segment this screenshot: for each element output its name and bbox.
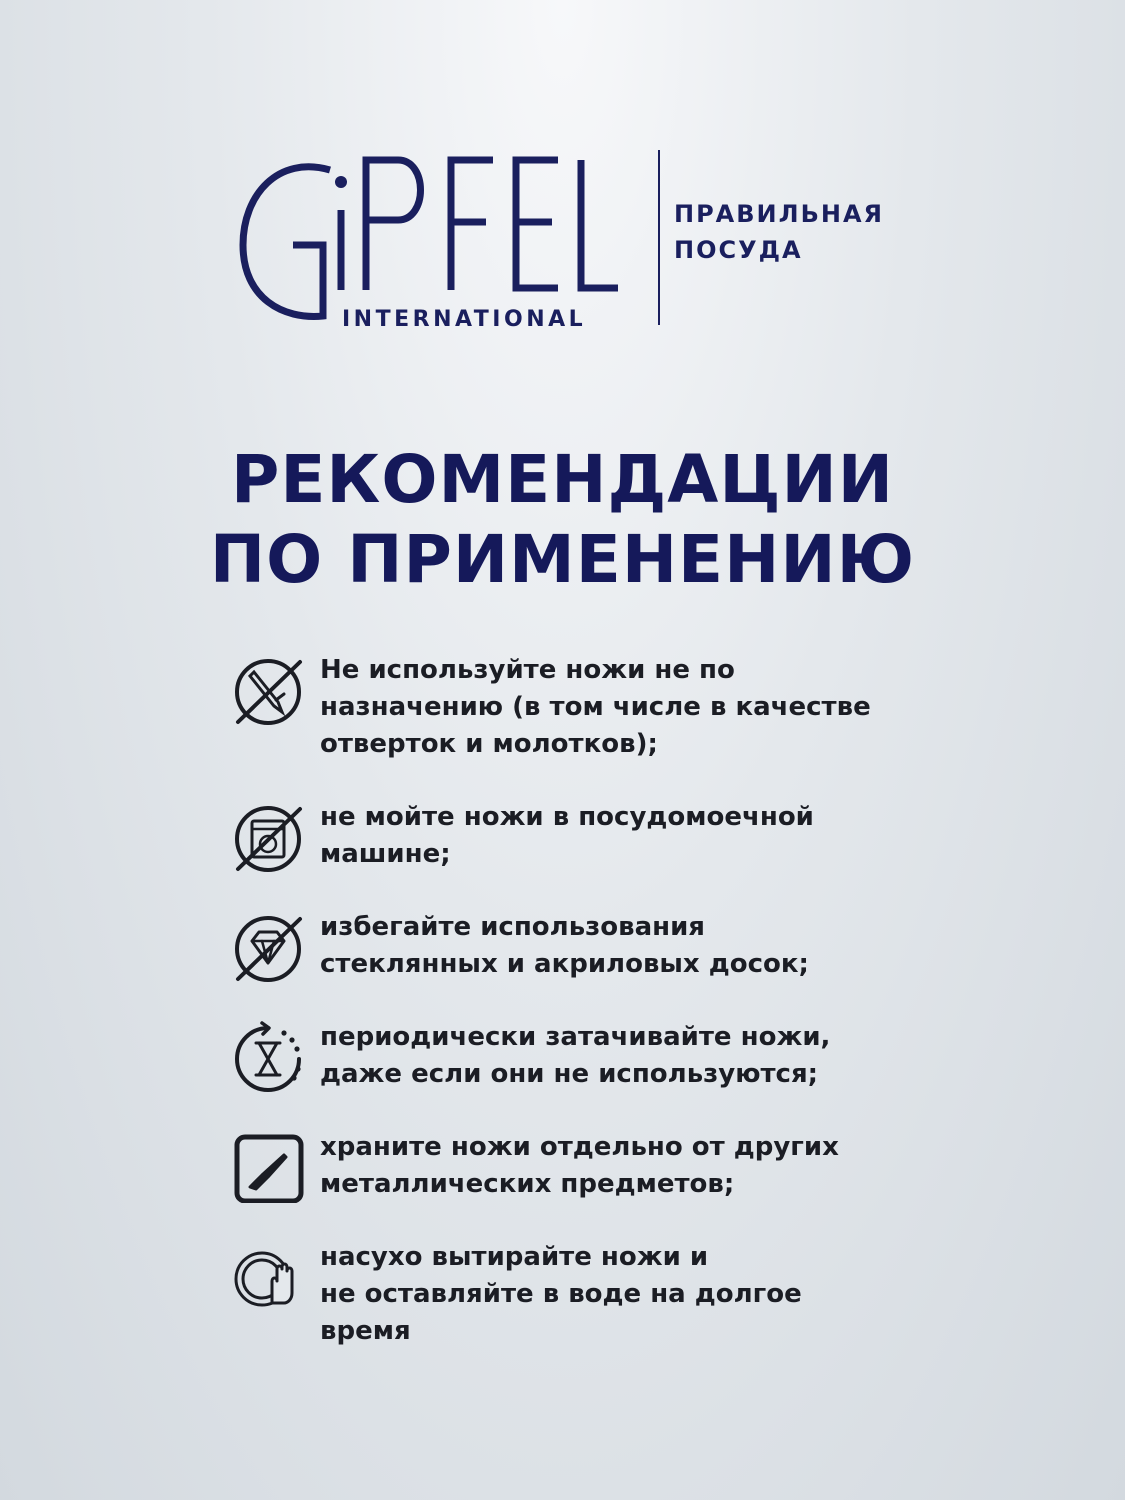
logo-subtitle: INTERNATIONAL [342, 307, 587, 330]
no-dishwasher-icon [232, 801, 304, 873]
logo-divider [658, 150, 660, 325]
page-title-line-1: РЕКОМЕНДАЦИИ [230, 441, 895, 518]
separate-storage-icon [232, 1131, 304, 1203]
page-title-line-2: ПО ПРИМЕНЕНИЮ [209, 521, 916, 598]
recommendation-text: избегайте использования стеклянных и акриловых досок; [320, 912, 809, 979]
gipfel-logo-mark [238, 150, 623, 330]
recommendation-text: периодически затачивайте ножи, даже если они не используются; [320, 1022, 831, 1089]
tagline-line-2: ПОСУДА [674, 236, 803, 264]
no-knife-misuse-icon [232, 654, 304, 726]
dry-wipe-icon [232, 1241, 304, 1313]
recommendation-text: насухо вытирайте ножи и не оставляйте в воде на долгое время [320, 1242, 802, 1346]
tagline-line-1: ПРАВИЛЬНАЯ [674, 200, 884, 228]
recommendation-text: не мойте ножи в посудомоечной машине; [320, 802, 814, 869]
tagline [674, 196, 884, 268]
brand-logo [238, 150, 898, 330]
periodic-sharpen-icon [232, 1021, 304, 1093]
no-glass-board-icon [232, 911, 304, 983]
recommendation-text: Не используйте ножи не по назначению (в том числе в качестве отверток и молотков); [320, 655, 871, 759]
page-title [0, 440, 1125, 600]
recommendation-text: храните ножи отдельно от других металлических предметов; [320, 1132, 839, 1199]
